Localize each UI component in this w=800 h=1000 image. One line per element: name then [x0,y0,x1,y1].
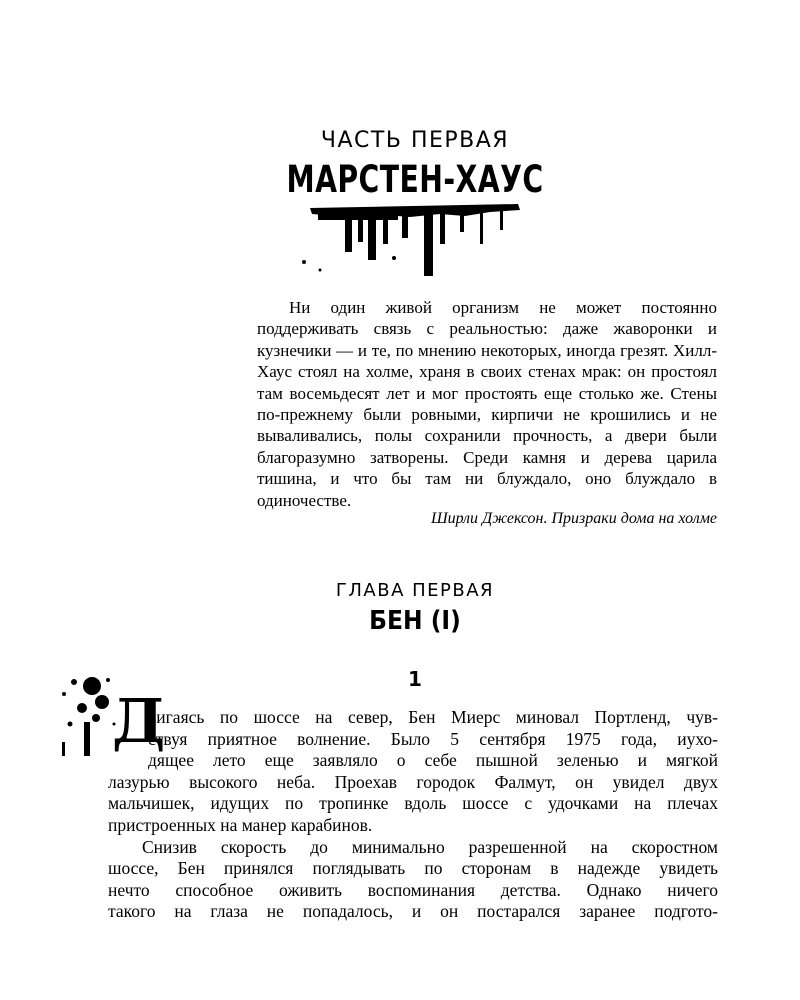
body-text [108,707,718,923]
epigraph [257,297,717,511]
drop-cap: Д [112,687,166,757]
epigraph-source: Ширли Джексон. Призраки дома на холме [430,510,717,527]
body-line: мальчишек, идущих по тропинке вдоль шоссе с удочками на плечах [108,793,718,814]
body-line: шоссе, Бен принялся поглядывать по сторонам в надежде увидеть [108,858,718,879]
ink-drip-ornament [290,200,530,280]
body-line: ствуя приятное волнение. Было 5 сентября 1975 года, иухо- [148,728,718,749]
body-line: лазурью высокого неба. Проехав городок Фалмут, он увидел двух [108,771,718,792]
body-line: нечто способное оживить воспоминания детства. Однако ничего [108,879,718,900]
epigraph-text: Ни один живой организм не может постоянно поддерживать связь с реальностью: даже жаворонки и кузнечики — и те, по мнению некоторых, иногда грезят. Хилл-Хаус стоял на холме, храня в своих стенах мрак: он простоял там восемьдесят лет и мог простоять еще столько же. Стены по-прежнему были ровными, кирпичи не крошились и не вываливались, полы сохранили прочность, а двери были благоразумно затворены. Среди камня и дерева царила тишина, и что бы там ни блуждало, оно блуждало в одиночестве. [257,298,717,510]
body-line: Снизив скорость до минимально разрешенной на скоростном [142,836,718,857]
part-label: ЧАСТЬ ПЕРВАЯ [320,128,510,153]
body-line: вигаясь по шоссе на север, Бен Миерс миновал Портленд, чув- [148,707,718,727]
part-title: МАРСТЕН-ХАУС [286,158,544,201]
body-line: такого на глаза не попадалось, и он постарался заранее подгото- [108,901,718,922]
chapter-title: БЕН (I) [369,606,461,636]
body-line: пристроенных на манер карабинов. [108,814,373,835]
body-line: дящее лето еще заявляло о себе пышной зеленью и мягкой [148,750,718,771]
section-number: 1 [408,667,422,691]
chapter-label: ГЛАВА ПЕРВАЯ [335,580,495,601]
